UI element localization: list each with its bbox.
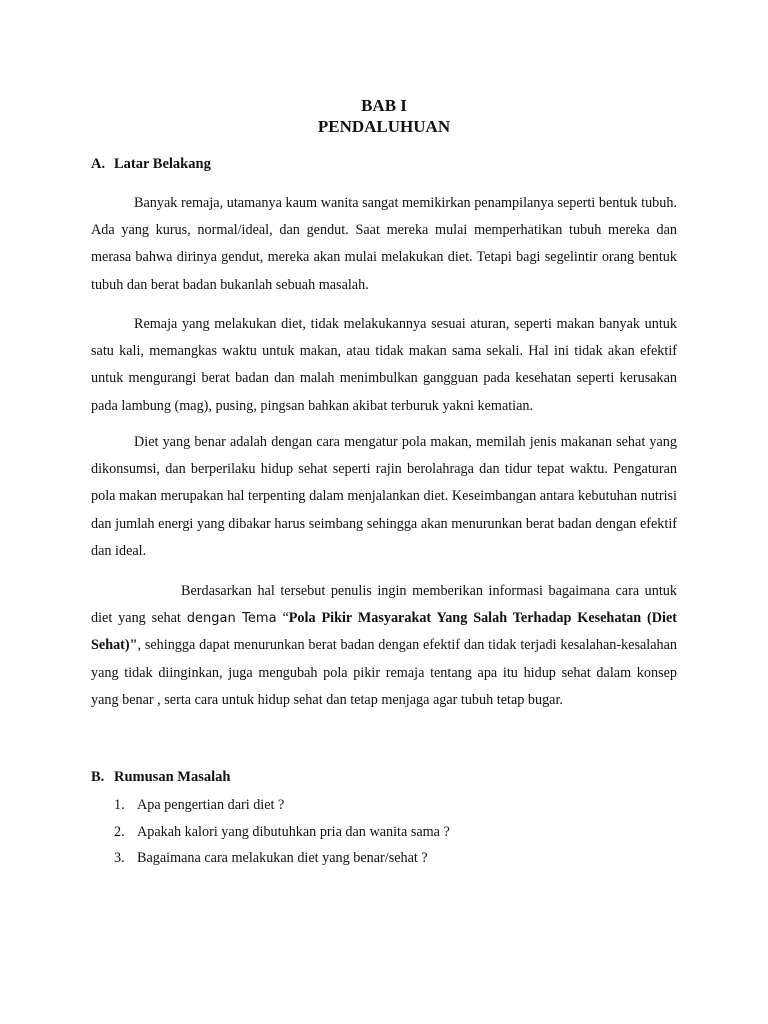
- list-item-text: Apa pengertian dari diet ?: [137, 797, 285, 813]
- list-item-number: 2.: [114, 823, 125, 840]
- list-item-text: Bagaimana cara melakukan diet yang benar/sehat ?: [137, 850, 428, 866]
- paragraph-3: Diet yang benar adalah dengan cara mengatur pola makan, memilah jenis makanan sehat yang dikonsumsi, dan berperilaku hidup sehat seperti rajin berolahraga dan tidur tepat waktu. Pengaturan pola makan merupakan hal terpenting dalam menjalankan diet. Keseimbangan antara kebutuhan nutrisi dan jumlah energi yang dibakar harus seimbang sehingga akan menurunkan berat badan dengan efektif dan ideal.: [91, 434, 677, 559]
- list-item: [114, 845, 450, 872]
- paragraph-2: Remaja yang melakukan diet, tidak melakukannya sesuai aturan, seperti makan banyak untuk satu kali, memangkas waktu untuk makan, atau tidak makan sama sekali. Hal ini tidak akan efektif untuk mengurangi berat badan dan malah menimbulkan gangguan pada kesehatan seperti kerusakan pada lambung (mag), pusing, pingsan bahkan akibat terburuk yakni kematian.: [91, 316, 677, 414]
- question-list: [114, 792, 450, 872]
- chapter-number: BAB I: [361, 96, 407, 115]
- list-item-text: Apakah kalori yang dibutuhkan pria dan wanita sama ?: [137, 823, 450, 840]
- list-item-number: 1.: [114, 797, 125, 813]
- paragraph-4-part1: Berdasarkan hal tersebut penulis ingin memberikan informasi bagaimana cara untuk diet yang sehat: [91, 583, 677, 627]
- paragraph-4-theme-title: Pola Pikir Masyarakat Yang Salah Terhadap Kesehatan (Diet Sehat)": [91, 610, 677, 654]
- paragraph-1: Banyak remaja, utamanya kaum wanita sangat memikirkan penampilanya seperti bentuk tubuh. Ada yang kurus, normal/ideal, dan gendut. Saat mereka mulai memperhatikan tubuh mereka dan merasa bahwa dirinya gendut, mereka akan mulai melakukan diet. Tetapi bagi segelintir orang bentuk tubuh dan berat badan bukanlah sebuah masalah.: [91, 195, 677, 293]
- section-a-label: A.: [91, 156, 106, 172]
- section-a-heading: [91, 155, 211, 173]
- list-item-number: 3.: [114, 850, 125, 866]
- section-b-title: Rumusan Masalah: [114, 769, 231, 785]
- section-b-label: B.: [91, 769, 105, 785]
- paragraph-4-theme-label: dengan Tema: [186, 611, 277, 627]
- list-item: [114, 819, 450, 846]
- paragraph-4-quote-open: “: [276, 610, 289, 627]
- paragraph-4: [91, 578, 677, 714]
- section-a-title: Latar Belakang: [114, 156, 211, 172]
- list-item: [114, 792, 450, 819]
- paragraph-4-part4: , sehingga dapat menurunkan berat badan dengan efektif dan tidak terjadi kesalahan-kesalahan yang tidak diinginkan, juga mengubah pola pikir remaja tentang apa itu hidup sehat dalam konsep yang benar , serta cara untuk hidup sehat dan tetap menjaga agar tubuh tetap bugar.: [91, 637, 677, 708]
- section-b-heading: [91, 768, 230, 786]
- chapter-title: PENDALUHUAN: [317, 117, 451, 136]
